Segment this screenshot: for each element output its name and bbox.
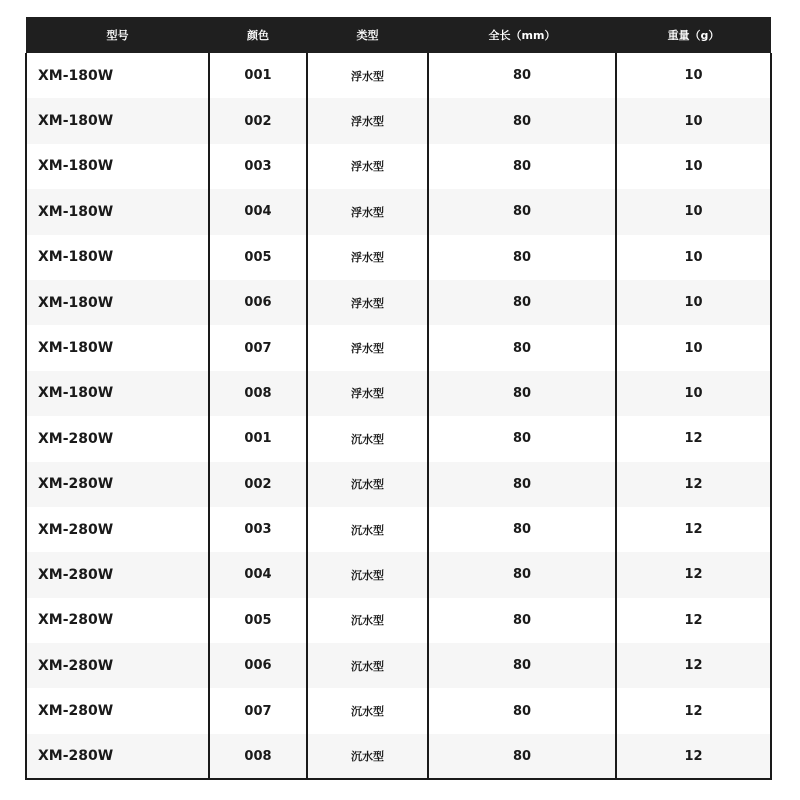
cell-color: 004: [209, 552, 307, 597]
table-row: [26, 416, 771, 461]
cell-color: 003: [209, 507, 307, 552]
cell-color: 001: [209, 53, 307, 98]
cell-type: 沉水型: [307, 462, 428, 507]
header-row: [26, 17, 771, 53]
cell-color: 007: [209, 688, 307, 733]
table-row: [26, 189, 771, 234]
cell-model: XM-280W: [26, 643, 209, 688]
cell-color: 005: [209, 235, 307, 280]
cell-model: XM-180W: [26, 280, 209, 325]
cell-type: 浮水型: [307, 98, 428, 143]
table-row: [26, 462, 771, 507]
cell-length: 80: [428, 734, 616, 779]
cell-type: 浮水型: [307, 189, 428, 234]
cell-length: 80: [428, 144, 616, 189]
cell-length: 80: [428, 53, 616, 98]
cell-type: 沉水型: [307, 416, 428, 461]
table-row: [26, 734, 771, 779]
header-model: 型号: [26, 17, 209, 53]
cell-type: 浮水型: [307, 53, 428, 98]
table-row: [26, 507, 771, 552]
header-weight: 重量（g）: [616, 17, 771, 53]
spec-table: [25, 17, 772, 780]
cell-weight: 12: [616, 598, 771, 643]
cell-length: 80: [428, 598, 616, 643]
cell-length: 80: [428, 280, 616, 325]
cell-weight: 10: [616, 371, 771, 416]
cell-weight: 10: [616, 98, 771, 143]
cell-length: 80: [428, 98, 616, 143]
table-row: [26, 235, 771, 280]
cell-length: 80: [428, 507, 616, 552]
cell-length: 80: [428, 235, 616, 280]
cell-type: 浮水型: [307, 235, 428, 280]
table-body: [26, 53, 771, 779]
table-row: [26, 53, 771, 98]
cell-weight: 12: [616, 507, 771, 552]
cell-type: 沉水型: [307, 688, 428, 733]
cell-weight: 10: [616, 280, 771, 325]
cell-model: XM-180W: [26, 189, 209, 234]
cell-color: 008: [209, 371, 307, 416]
table-header: [26, 17, 771, 53]
cell-type: 沉水型: [307, 552, 428, 597]
cell-model: XM-280W: [26, 552, 209, 597]
cell-model: XM-280W: [26, 734, 209, 779]
cell-model: XM-280W: [26, 462, 209, 507]
cell-length: 80: [428, 552, 616, 597]
cell-weight: 10: [616, 144, 771, 189]
header-color: 颜色: [209, 17, 307, 53]
cell-length: 80: [428, 462, 616, 507]
cell-color: 002: [209, 462, 307, 507]
cell-type: 浮水型: [307, 144, 428, 189]
cell-weight: 10: [616, 235, 771, 280]
cell-length: 80: [428, 371, 616, 416]
table-row: [26, 325, 771, 370]
cell-color: 001: [209, 416, 307, 461]
cell-color: 005: [209, 598, 307, 643]
cell-weight: 12: [616, 416, 771, 461]
cell-model: XM-180W: [26, 53, 209, 98]
cell-model: XM-280W: [26, 688, 209, 733]
cell-color: 008: [209, 734, 307, 779]
cell-type: 沉水型: [307, 507, 428, 552]
table-row: [26, 643, 771, 688]
cell-color: 007: [209, 325, 307, 370]
cell-type: 沉水型: [307, 643, 428, 688]
cell-model: XM-180W: [26, 371, 209, 416]
cell-model: XM-280W: [26, 416, 209, 461]
cell-type: 沉水型: [307, 734, 428, 779]
cell-model: XM-180W: [26, 144, 209, 189]
cell-weight: 10: [616, 189, 771, 234]
cell-weight: 10: [616, 53, 771, 98]
cell-type: 浮水型: [307, 371, 428, 416]
table-row: [26, 688, 771, 733]
cell-weight: 12: [616, 734, 771, 779]
cell-model: XM-180W: [26, 235, 209, 280]
cell-weight: 12: [616, 462, 771, 507]
cell-type: 沉水型: [307, 598, 428, 643]
table-row: [26, 98, 771, 143]
cell-length: 80: [428, 325, 616, 370]
table-row: [26, 598, 771, 643]
cell-length: 80: [428, 688, 616, 733]
cell-color: 006: [209, 643, 307, 688]
cell-length: 80: [428, 189, 616, 234]
table-row: [26, 552, 771, 597]
cell-color: 004: [209, 189, 307, 234]
cell-weight: 12: [616, 643, 771, 688]
table-row: [26, 371, 771, 416]
cell-color: 003: [209, 144, 307, 189]
cell-model: XM-180W: [26, 325, 209, 370]
table-row: [26, 144, 771, 189]
table-row: [26, 280, 771, 325]
cell-type: 浮水型: [307, 280, 428, 325]
cell-model: XM-280W: [26, 507, 209, 552]
header-length: 全长（mm）: [428, 17, 616, 53]
cell-length: 80: [428, 416, 616, 461]
cell-weight: 10: [616, 325, 771, 370]
cell-color: 002: [209, 98, 307, 143]
cell-model: XM-180W: [26, 98, 209, 143]
header-type: 类型: [307, 17, 428, 53]
cell-type: 浮水型: [307, 325, 428, 370]
cell-color: 006: [209, 280, 307, 325]
cell-weight: 12: [616, 552, 771, 597]
cell-length: 80: [428, 643, 616, 688]
cell-model: XM-280W: [26, 598, 209, 643]
cell-weight: 12: [616, 688, 771, 733]
